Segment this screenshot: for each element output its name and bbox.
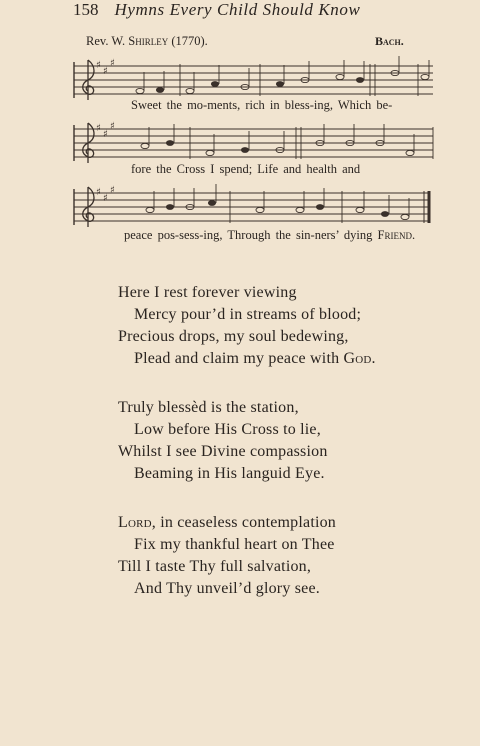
sharp-icon: ♯ <box>96 123 101 134</box>
author-name: Shirley <box>128 34 169 48</box>
music-staff-1 <box>74 56 433 100</box>
stanza-1-line-2: Mercy pour’d in streams of blood; <box>134 306 362 323</box>
stanza-2-line-1: Truly blessèd is the station, <box>118 399 299 416</box>
stanza-3-line-3: Till I taste Thy full salvation, <box>118 558 312 575</box>
author-year: (1770). <box>168 34 208 48</box>
sharp-icon: ♯ <box>96 187 101 198</box>
stanza-3-line-2: Fix my thankful heart on Thee <box>134 536 335 553</box>
stanza-1-line-4-text: Plead and claim my peace with <box>134 350 344 367</box>
music-staff-2 <box>74 123 433 163</box>
sharp-icon: ♯ <box>96 60 101 71</box>
stanza-1-line-4 <box>134 350 376 368</box>
sharp-icon: ♯ <box>110 121 115 132</box>
sharp-icon: ♯ <box>103 193 108 204</box>
stanza-2-line-3: Whilst I see Divine compassion <box>118 443 328 460</box>
lyric-line-3 <box>124 228 415 243</box>
sharp-icon: ♯ <box>103 66 108 77</box>
stanza-3-line-1-text: in ceaseless contemplation <box>160 514 337 531</box>
stanza-2-line-4: Beaming in His languid Eye. <box>134 465 325 482</box>
lyric-line-1: Sweet the mo-ments, rich in bless-ing, Which be- <box>131 98 393 112</box>
stanza-1-line-1: Here I rest forever viewing <box>118 284 297 301</box>
stanza-3-line-4: And Thy unveil’d glory see. <box>134 580 320 597</box>
stanza-1-line-3: Precious drops, my soul bedewing, <box>118 328 349 345</box>
sharp-icon: ♯ <box>110 185 115 196</box>
composer-credit: Bach. <box>375 34 404 48</box>
stanza-1-last-word: God. <box>343 350 376 367</box>
stanza-3-first-word: Lord, <box>118 514 156 531</box>
book-title: Hymns Every Child Should Know <box>114 0 361 19</box>
sharp-icon: ♯ <box>103 129 108 140</box>
music-staff-3 <box>74 184 430 227</box>
sharp-icon: ♯ <box>110 58 115 69</box>
lyric-line-2: fore the Cross I spend; Life and health and <box>131 162 361 176</box>
stanza-2-line-2: Low before His Cross to lie, <box>134 421 321 438</box>
page-number: 158 <box>73 0 99 19</box>
lyric-line-3-text: peace pos-sess-ing, Through the sin-ners’ dying <box>124 228 378 242</box>
stanza-3-line-1 <box>118 514 336 532</box>
lyric-final-word: Friend. <box>377 228 416 242</box>
author-prefix: Rev. W. <box>86 34 129 48</box>
